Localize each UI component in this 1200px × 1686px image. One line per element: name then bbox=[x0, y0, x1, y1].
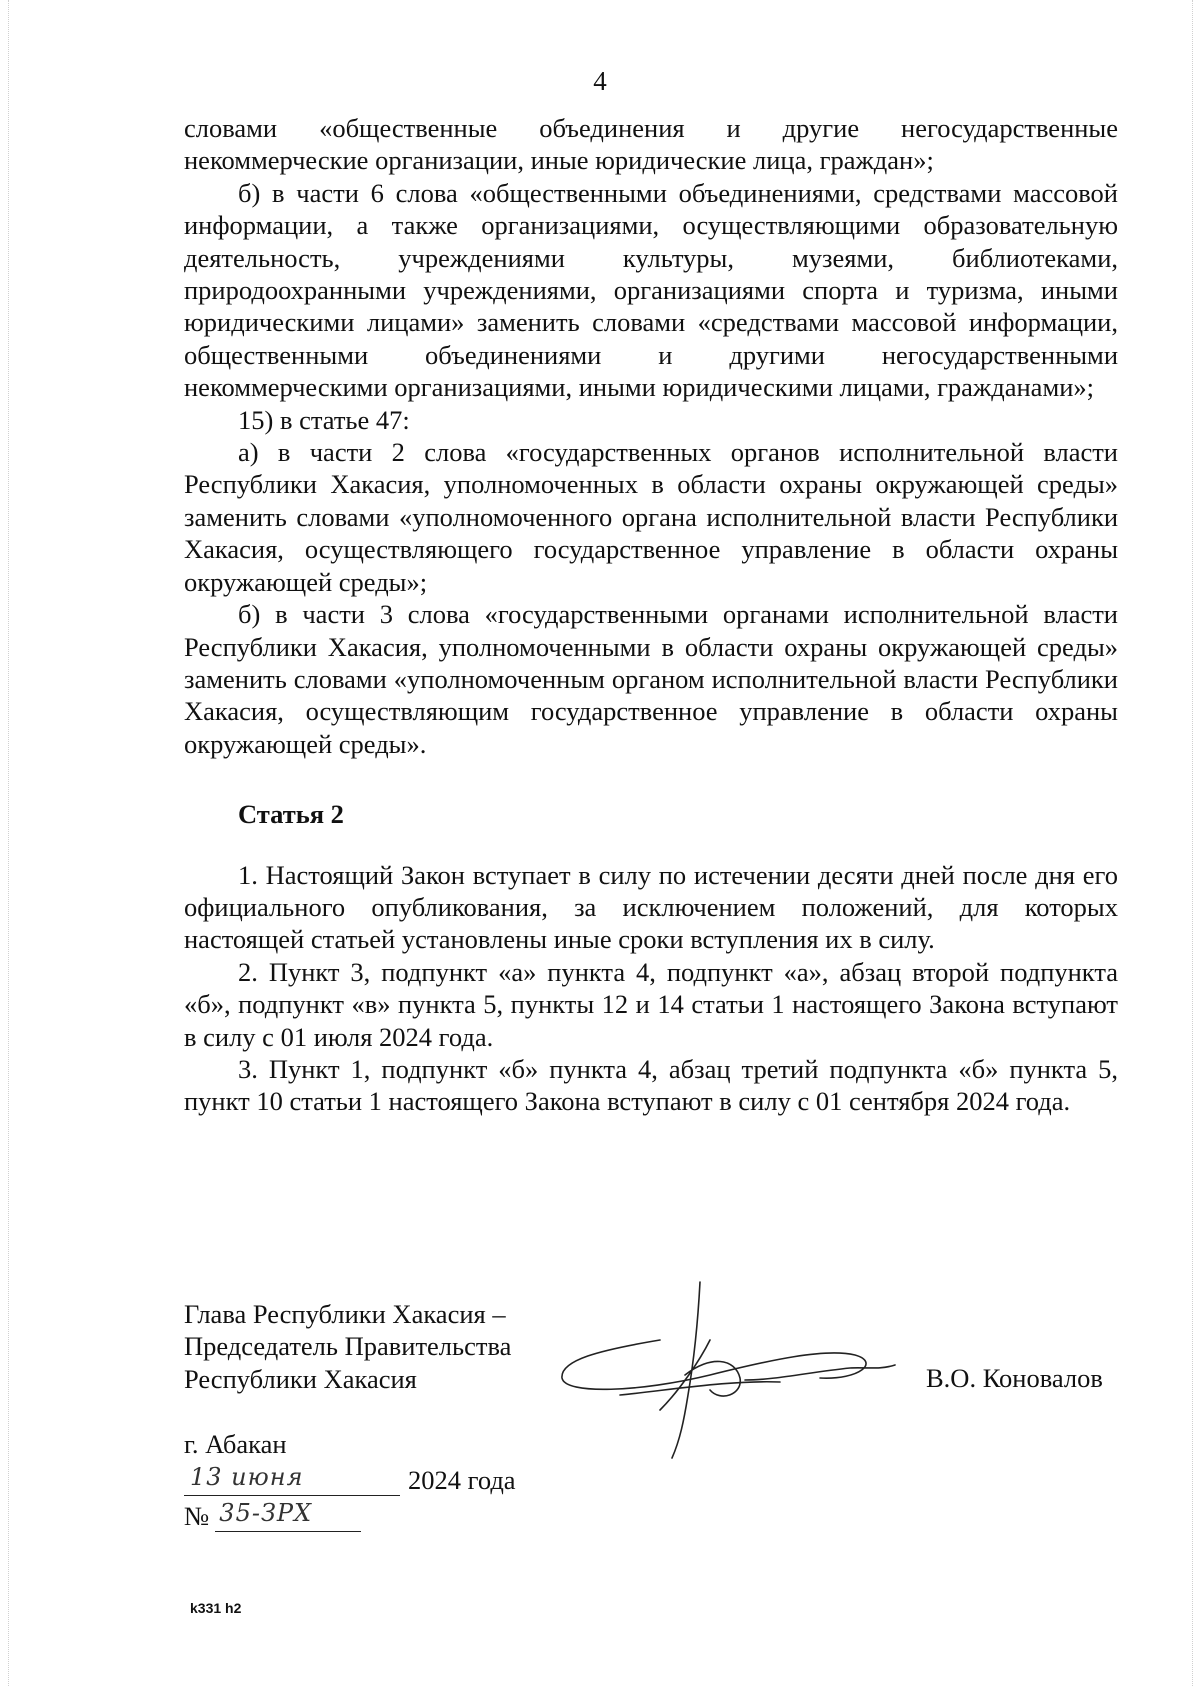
signer-title-line: Председатель Правительства bbox=[184, 1331, 512, 1362]
paragraph: б) в части 3 слова «государственными органами исполнительной власти Республики Хакасия, уполномоченными в области охраны окружающей среды» заменить словами «уполномоченным органом исполнительной власти Республики Хакасия, осуществляющим государственное управление в области охраны окружающей среды». bbox=[184, 599, 1118, 759]
signer-title bbox=[184, 1298, 511, 1395]
handwritten-date: 13 июня bbox=[190, 1463, 304, 1491]
scan-edge-left bbox=[8, 0, 9, 1686]
article-paragraph: 1. Настоящий Закон вступает в силу по истечении десяти дней после дня его официального опубликования, за исключением положений, для которых настоящей статьей установлены иные сроки вступления их в силу. bbox=[184, 859, 1118, 955]
place-date-block bbox=[184, 1428, 516, 1536]
document-code: k331 h2 bbox=[190, 1600, 242, 1616]
paragraph: 15) в статье 47: bbox=[238, 404, 410, 435]
signer-title-line: Республики Хакасия bbox=[184, 1363, 417, 1394]
signer-name: В.О. Коновалов bbox=[926, 1363, 1103, 1393]
article-heading: Статья 2 bbox=[238, 799, 344, 830]
handwritten-number: 35-ЗРХ bbox=[219, 1499, 313, 1527]
paragraph: словами «общественные объединения и другие негосударственные некоммерческие организации, иные юридические лица, граждан»; bbox=[184, 113, 1118, 176]
date-underline bbox=[184, 1465, 400, 1496]
paragraph: б) в части 6 слова «общественными объединениями, средствами массовой информации, а также организациями, осуществляющими образовательную деятельность, учреждениями культуры, музеями, библиотеками, природоохранными учреждениями, организациями спорта и туризма, иными юридическими лицами» заменить словами «средствами массовой информации, общественными объединениями и другими негосударственными некоммерческими организациями, иными юридическими лицами, гражданами»; bbox=[184, 177, 1118, 403]
handwritten-signature bbox=[560, 1280, 920, 1460]
paragraph: а) в части 2 слова «государственных органов исполнительной власти Республики Хакасия, уполномоченных в области охраны окружающей среды» заменить словами «уполномоченного органа исполнительной власти Республики Хакасия, осуществляющего государственное управление в области охраны окружающей среды»; bbox=[184, 437, 1118, 597]
page-number: 4 bbox=[593, 66, 607, 96]
date-row bbox=[184, 1464, 516, 1500]
scan-edge-right bbox=[1192, 0, 1193, 1686]
signer-title-line: Глава Республики Хакасия – bbox=[184, 1299, 506, 1329]
place: г. Абакан bbox=[184, 1429, 287, 1459]
article-paragraph: 2. Пункт 3, подпункт «а» пункта 4, подпункт «а», абзац второй подпункта «б», подпункт «в» пункта 5, пункты 12 и 14 статьи 1 настоящего Закона вступают в силу с 01 июля 2024 года. bbox=[184, 956, 1118, 1052]
article-paragraph: 3. Пункт 1, подпункт «б» пункта 4, абзац третий подпункта «б» пункта 5, пункт 10 статьи 1 настоящего Закона вступают в силу с 01 сентября 2024 года. bbox=[184, 1053, 1118, 1117]
number-prefix: № bbox=[184, 1501, 210, 1531]
date-suffix: 2024 года bbox=[408, 1465, 516, 1495]
document-body bbox=[184, 112, 1118, 1118]
number-underline bbox=[215, 1501, 361, 1532]
number-row bbox=[184, 1500, 516, 1536]
